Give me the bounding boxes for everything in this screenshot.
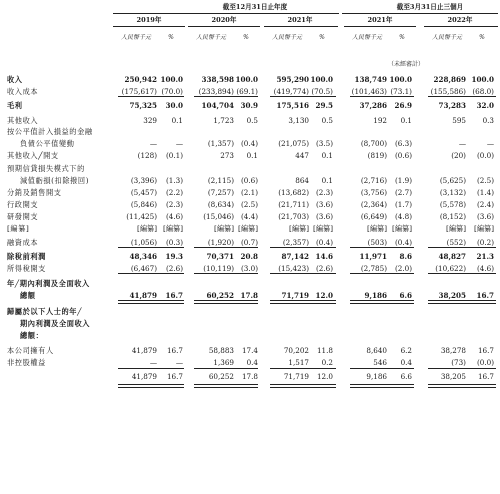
amount-cell: (128) [137,151,157,160]
percent-cell: 21.3 [476,252,494,261]
row-label: 研發開支 [7,212,39,221]
percent-cell: (4.6) [165,212,183,221]
total-double-rule [428,384,496,388]
row-label: 減值虧損(扣除撥回) [20,176,90,185]
subtotal-rule [350,96,414,97]
percent-cell: 32.0 [476,101,494,110]
percent-cell: (73.1) [390,87,412,96]
percent-cell: 100.0 [310,75,333,84]
percent-cell: 30.9 [240,101,258,110]
percent-cell: 0.1 [400,116,412,125]
unit-amount: 人民幣千元 [120,34,151,41]
percent-cell: (3.5) [315,139,333,148]
percent-cell: (2.5) [240,200,258,209]
percent-cell: (68.0) [472,87,494,96]
amount-cell: (8,634) [207,200,234,209]
amount-cell: (7,257) [207,188,234,197]
amount-cell: (5,846) [130,200,157,209]
percent-cell: (0.0) [476,358,494,367]
amount-cell: 1,369 [213,358,234,367]
amount-cell: (5,457) [130,188,157,197]
amount-cell: (1,357) [207,139,234,148]
row-label: 非控股權益 [7,358,46,367]
unit-amount: 人民幣千元 [271,34,302,41]
amount-cell: 70,371 [206,252,234,261]
amount-cell: (13,682) [278,188,309,197]
total-double-rule [428,300,496,304]
amount-cell: 546 [373,358,387,367]
percent-cell: (2.2) [165,188,183,197]
amount-cell: 60,252 [208,372,234,381]
amount-cell: (3,132) [439,188,466,197]
percent-cell: 0.1 [321,176,333,185]
total-double-rule [350,300,414,304]
amount-cell: 138,749 [354,75,387,84]
percent-cell: 100.0 [160,75,183,84]
amount-cell: 273 [220,151,234,160]
unit-pct: % [168,34,174,41]
amount-cell: (233,894) [198,87,234,96]
percent-cell: 0.2 [321,358,333,367]
percent-cell: 0.1 [246,151,258,160]
unit-amount: 人民幣千元 [431,34,462,41]
subtotal-rule [118,96,184,97]
subtotal-rule [428,96,496,97]
amount-cell: 1,723 [213,116,234,125]
percent-cell: 16.7 [166,372,183,381]
row-label: 總額： [20,331,44,340]
col-rule [188,26,260,27]
amount-cell: (21,075) [278,139,309,148]
percent-cell: (2.3) [315,188,333,197]
amount-cell: (155,586) [430,87,466,96]
amount-cell: (2,364) [360,200,387,209]
amount-cell: — [458,139,466,148]
amount-cell: (10,119) [203,264,234,273]
subtotal-rule [270,368,336,369]
amount-cell: 175,516 [276,101,309,110]
amount-cell: 48,346 [129,252,157,261]
amount-cell: 228,869 [433,75,466,84]
row-label: 本公司擁有人 [7,346,54,355]
percent-cell: 100.0 [235,75,258,84]
percent-cell: 0.5 [321,116,333,125]
subtotal-rule [428,247,496,248]
percent-cell: (0.7) [240,238,258,247]
percent-cell: [編纂] [163,224,183,233]
percent-cell: (2.0) [394,264,412,273]
percent-cell: (3.6) [476,212,494,221]
row-label: 其他收入╱開支 [7,151,59,160]
amount-cell: (101,463) [351,87,387,96]
percent-cell: (0.4) [315,238,333,247]
amount-cell: 250,942 [124,75,157,84]
header-rule-quarter [342,13,498,14]
percent-cell: 0.1 [171,116,183,125]
percent-cell: 19.3 [165,252,183,261]
amount-cell: (6,649) [360,212,387,221]
percent-cell: (0.3) [165,238,183,247]
percent-cell: 0.3 [482,116,494,125]
amount-cell: 48,827 [438,252,466,261]
percent-cell: 29.5 [315,101,333,110]
year-2022-q1: 2022年 [447,16,473,24]
percent-cell: 16.7 [476,291,494,300]
percent-cell: 16.7 [477,346,494,355]
amount-cell: 104,704 [201,101,234,110]
amount-cell: (5,625) [439,176,466,185]
row-label: 其他收入 [7,116,39,125]
amount-cell: 9,186 [366,372,387,381]
percent-cell: 0.5 [246,116,258,125]
percent-cell: 12.0 [316,372,333,381]
percent-cell: 16.7 [166,346,183,355]
unit-pct: % [243,34,249,41]
subtotal-rule [194,247,258,248]
subtotal-rule [350,273,414,274]
row-label: 行政開支 [7,200,39,209]
percent-cell: 11.8 [316,346,333,355]
percent-cell: (1.3) [165,176,183,185]
percent-cell: — [486,139,494,148]
amount-cell: (2,785) [360,264,387,273]
row-label: 預期信貸損失模式下的 [7,164,85,173]
percent-cell: 17.8 [240,291,258,300]
unit-amount: 人民幣千元 [195,34,226,41]
amount-cell: — [149,139,157,148]
percent-cell: 26.9 [394,101,412,110]
total-double-rule [270,384,336,388]
percent-cell: (0.2) [476,238,494,247]
amount-cell: (73) [451,358,466,367]
percent-cell: 0.4 [400,358,412,367]
amount-cell: 38,278 [440,346,466,355]
amount-cell: 41,879 [129,291,157,300]
amount-cell: [編纂] [367,224,387,233]
amount-cell: 58,883 [208,346,234,355]
row-label: 分銷及銷售開支 [7,188,62,197]
amount-cell: (20) [451,151,466,160]
subtotal-rule [428,368,496,369]
row-label: 除稅前利潤 [7,252,46,261]
col-rule [344,26,416,27]
amount-cell: (21,711) [278,200,309,209]
percent-cell: (70.0) [161,87,183,96]
amount-cell: (175,617) [121,87,157,96]
amount-cell: 37,286 [359,101,387,110]
amount-cell: 38,205 [438,291,466,300]
total-double-rule [350,384,414,388]
amount-cell: (419,774) [273,87,309,96]
amount-cell: 71,719 [281,291,309,300]
percent-cell: [編纂] [474,224,494,233]
percent-cell: (1.4) [476,188,494,197]
percent-cell: (2.6) [315,264,333,273]
amount-cell: (3,396) [130,176,157,185]
col-rule [264,26,338,27]
percent-cell: 20.8 [240,252,258,261]
percent-cell: (0.4) [240,139,258,148]
amount-cell: (1,056) [130,238,157,247]
amount-cell: 864 [295,176,309,185]
row-label: 所得稅開支 [7,264,46,273]
amount-cell: 73,283 [438,101,466,110]
amount-cell: 3,130 [288,116,309,125]
amount-cell: (2,115) [207,176,234,185]
amount-cell: 329 [143,116,157,125]
amount-cell: (2,357) [282,238,309,247]
amount-cell: [編纂] [446,224,466,233]
row-label: 期內利潤及全面收入 [20,319,91,328]
year-2020: 2020年 [211,16,237,24]
col-rule [113,26,185,27]
amount-cell: (5,578) [439,200,466,209]
percent-cell: 100.0 [389,75,412,84]
subtotal-rule [270,247,336,248]
subtotal-rule [270,273,336,274]
amount-cell: (6,467) [130,264,157,273]
amount-cell: (8,152) [439,212,466,221]
subtotal-rule [350,247,414,248]
row-label: 收入 [7,75,23,84]
percent-cell: (2.5) [476,176,494,185]
percent-cell: (0.1) [165,151,183,160]
unit-pct: % [399,34,405,41]
year-2021-q1: 2021年 [367,16,393,24]
total-double-rule [194,384,258,388]
subtotal-rule [350,368,414,369]
period-quarter-header: 截至3月31日止三個月 [396,3,464,11]
amount-cell: (552) [446,238,466,247]
percent-cell: (1.7) [394,200,412,209]
unit-pct: % [479,34,485,41]
header-rule-year [113,13,339,14]
percent-cell: (0.4) [394,238,412,247]
percent-cell: (0.6) [394,151,412,160]
percent-cell: 16.7 [165,291,183,300]
percent-cell: (0.6) [240,176,258,185]
amount-cell: (10,622) [435,264,466,273]
percent-cell: (3.0) [240,264,258,273]
row-label: 年╱期內利潤及全面收入 [7,279,90,288]
percent-cell: 17.8 [241,372,258,381]
percent-cell: 0.1 [321,151,333,160]
amount-cell: 71,719 [283,372,309,381]
percent-cell: (70.5) [311,87,333,96]
year-2021: 2021年 [287,16,313,24]
subtotal-rule [118,273,184,274]
amount-cell: 1,517 [288,358,309,367]
row-label: 融資成本 [7,238,39,247]
percent-cell: (2.6) [165,264,183,273]
percent-cell: (1.9) [394,176,412,185]
amount-cell: (3,756) [360,188,387,197]
row-label: 收入成本 [7,87,39,96]
amount-cell: (21,703) [278,212,309,221]
amount-cell: [編纂] [137,224,157,233]
percent-cell: [編纂] [313,224,333,233]
subtotal-rule [194,368,258,369]
percent-cell: 0.4 [246,358,258,367]
amount-cell: 41,879 [131,372,157,381]
amount-cell: (11,425) [126,212,157,221]
amount-cell: (8,700) [360,139,387,148]
amount-cell: 75,325 [129,101,157,110]
percent-cell: (3.6) [315,200,333,209]
percent-cell: (3.6) [315,212,333,221]
percent-cell: (4.8) [394,212,412,221]
amount-cell: [編纂] [289,224,309,233]
amount-cell: 11,971 [359,252,387,261]
percent-cell: 14.6 [315,252,333,261]
amount-cell: 9,186 [364,291,387,300]
percent-cell: — [175,358,183,367]
percent-cell: (4.4) [240,212,258,221]
amount-cell: (15,046) [203,212,234,221]
subtotal-rule [118,247,184,248]
amount-cell: (1,920) [207,238,234,247]
amount-cell: 8,640 [366,346,387,355]
unaudited-note: （未經審計） [387,61,424,68]
amount-cell: 60,252 [206,291,234,300]
percent-cell: (2.7) [394,188,412,197]
percent-cell: (0.0) [476,151,494,160]
period-year-header: 截至12月31日止年度 [222,3,288,11]
subtotal-rule [194,96,258,97]
subtotal-rule [118,368,184,369]
amount-cell: 338,598 [201,75,234,84]
amount-cell: 70,202 [283,346,309,355]
percent-cell: 6.6 [399,291,412,300]
row-label: 歸屬於以下人士的年╱ [7,307,83,316]
percent-cell: 6.6 [400,372,412,381]
percent-cell: (2.4) [476,200,494,209]
subtotal-rule [194,273,258,274]
percent-cell: (4.6) [476,264,494,273]
total-double-rule [194,300,258,304]
percent-cell: 30.0 [165,101,183,110]
amount-cell: 447 [295,151,309,160]
total-double-rule [270,300,336,304]
total-double-rule [118,300,184,304]
percent-cell: (2.3) [165,200,183,209]
amount-cell: (819) [367,151,387,160]
percent-cell: (6.3) [394,139,412,148]
row-label: 負債公平值變動 [20,139,75,148]
year-2019: 2019年 [136,16,162,24]
unit-pct: % [319,34,325,41]
total-double-rule [118,384,184,388]
amount-cell: 595 [452,116,466,125]
subtotal-rule [270,96,336,97]
percent-cell: 100.0 [471,75,494,84]
percent-cell: 16.7 [477,372,494,381]
subtotal-rule [428,273,496,274]
amount-cell: [編纂] [214,224,234,233]
percent-cell: 17.4 [241,346,258,355]
row-label: [編纂] [7,224,30,233]
amount-cell: 41,879 [131,346,157,355]
amount-cell: — [149,358,157,367]
percent-cell: 6.2 [400,346,412,355]
percent-cell: 12.0 [315,291,333,300]
row-label: 按公平值計入損益的金融 [7,127,93,136]
percent-cell: 8.6 [399,252,412,261]
amount-cell: (15,423) [278,264,309,273]
amount-cell: 595,290 [276,75,309,84]
percent-cell: [編纂] [238,224,258,233]
amount-cell: 87,142 [281,252,309,261]
percent-cell: [編纂] [392,224,412,233]
percent-cell: (69.1) [236,87,258,96]
unit-amount: 人民幣千元 [351,34,382,41]
col-rule [424,26,498,27]
percent-cell: — [175,139,183,148]
percent-cell: (2.1) [240,188,258,197]
row-label: 毛利 [7,101,23,110]
amount-cell: 38,205 [440,372,466,381]
amount-cell: (503) [367,238,387,247]
amount-cell: (2,716) [360,176,387,185]
amount-cell: 192 [373,116,387,125]
row-label: 總額 [20,291,36,300]
